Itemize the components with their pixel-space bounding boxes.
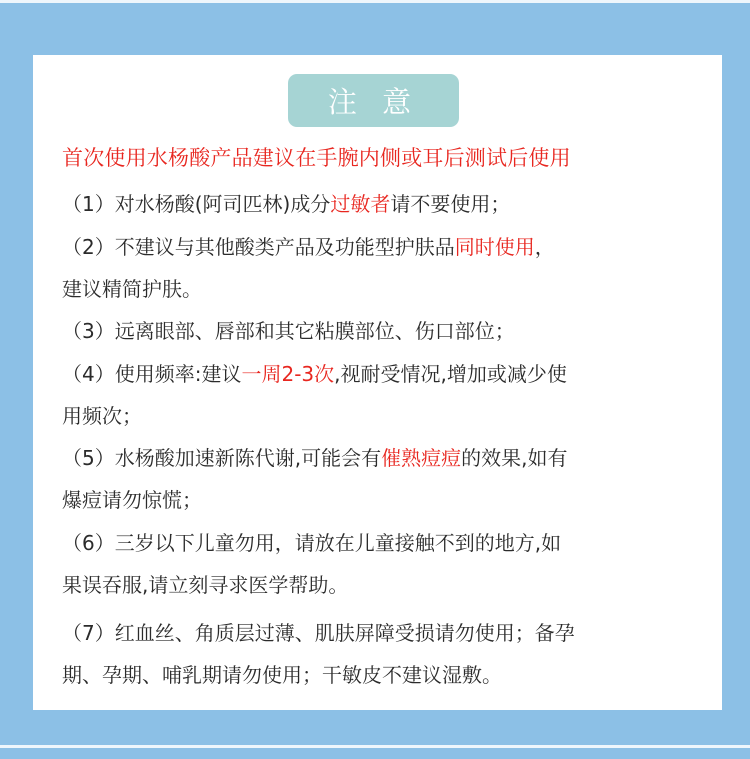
item-line <box>62 522 700 564</box>
item-text: ,视耐受情况,增加或减少使 <box>334 362 567 386</box>
item-line <box>62 479 700 521</box>
item-text: （7）红血丝、角质层过薄、肌肤屏障受损请勿使用；备孕 <box>62 621 575 645</box>
bottom-divider <box>0 745 750 748</box>
notice-item-3 <box>62 310 700 352</box>
notice-item-6 <box>62 522 700 606</box>
title-badge <box>288 74 459 127</box>
item-line <box>62 654 700 696</box>
item-text: （4）使用频率:建议 <box>62 362 242 386</box>
item-text: 果误吞服,请立刻寻求医学帮助。 <box>62 573 349 597</box>
item-text: 请不要使用； <box>390 192 511 216</box>
item-text: 建议精简护肤。 <box>62 277 202 301</box>
item-highlight: 一周2-3次 <box>241 362 335 386</box>
test-advice-headline: 首次使用水杨酸产品建议在手腕内侧或耳后测试后使用 <box>62 146 571 170</box>
item-line <box>62 437 700 479</box>
notice-item-5 <box>62 437 700 521</box>
item-line <box>62 226 700 268</box>
notice-item-4 <box>62 353 700 437</box>
item-highlight: 过敏者 <box>330 192 391 216</box>
item-line <box>62 183 700 225</box>
item-line <box>62 310 700 352</box>
item-line <box>62 612 700 654</box>
notice-item-1 <box>62 183 700 225</box>
item-text: 用频次； <box>62 404 142 428</box>
item-text: （2）不建议与其他酸类产品及功能型护肤品 <box>62 235 455 259</box>
item-text: （5）水杨酸加速新陈代谢,可能会有 <box>62 446 382 470</box>
item-highlight: 同时使用 <box>454 235 535 259</box>
item-line <box>62 564 700 606</box>
item-text: （1）对水杨酸(阿司匹林)成分 <box>62 192 331 216</box>
item-text: 爆痘请勿惊慌； <box>62 488 202 512</box>
notice-title: 注 意 <box>327 85 420 119</box>
item-line <box>62 395 700 437</box>
item-line <box>62 268 700 310</box>
notice-card <box>33 55 722 710</box>
item-line <box>62 353 700 395</box>
item-highlight: 催熟痘痘 <box>381 446 462 470</box>
item-text: 期、孕期、哺乳期请勿使用；干敏皮不建议湿敷。 <box>62 663 502 687</box>
item-text: ， <box>534 235 555 259</box>
item-text: （3）远离眼部、唇部和其它粘膜部位、伤口部位； <box>62 319 515 343</box>
notice-item-2 <box>62 226 700 310</box>
top-divider <box>0 0 750 3</box>
item-text: （6）三岁以下儿童勿用，请放在儿童接触不到的地方,如 <box>62 531 562 555</box>
notice-item-7 <box>62 612 700 696</box>
item-text: 的效果,如有 <box>461 446 568 470</box>
